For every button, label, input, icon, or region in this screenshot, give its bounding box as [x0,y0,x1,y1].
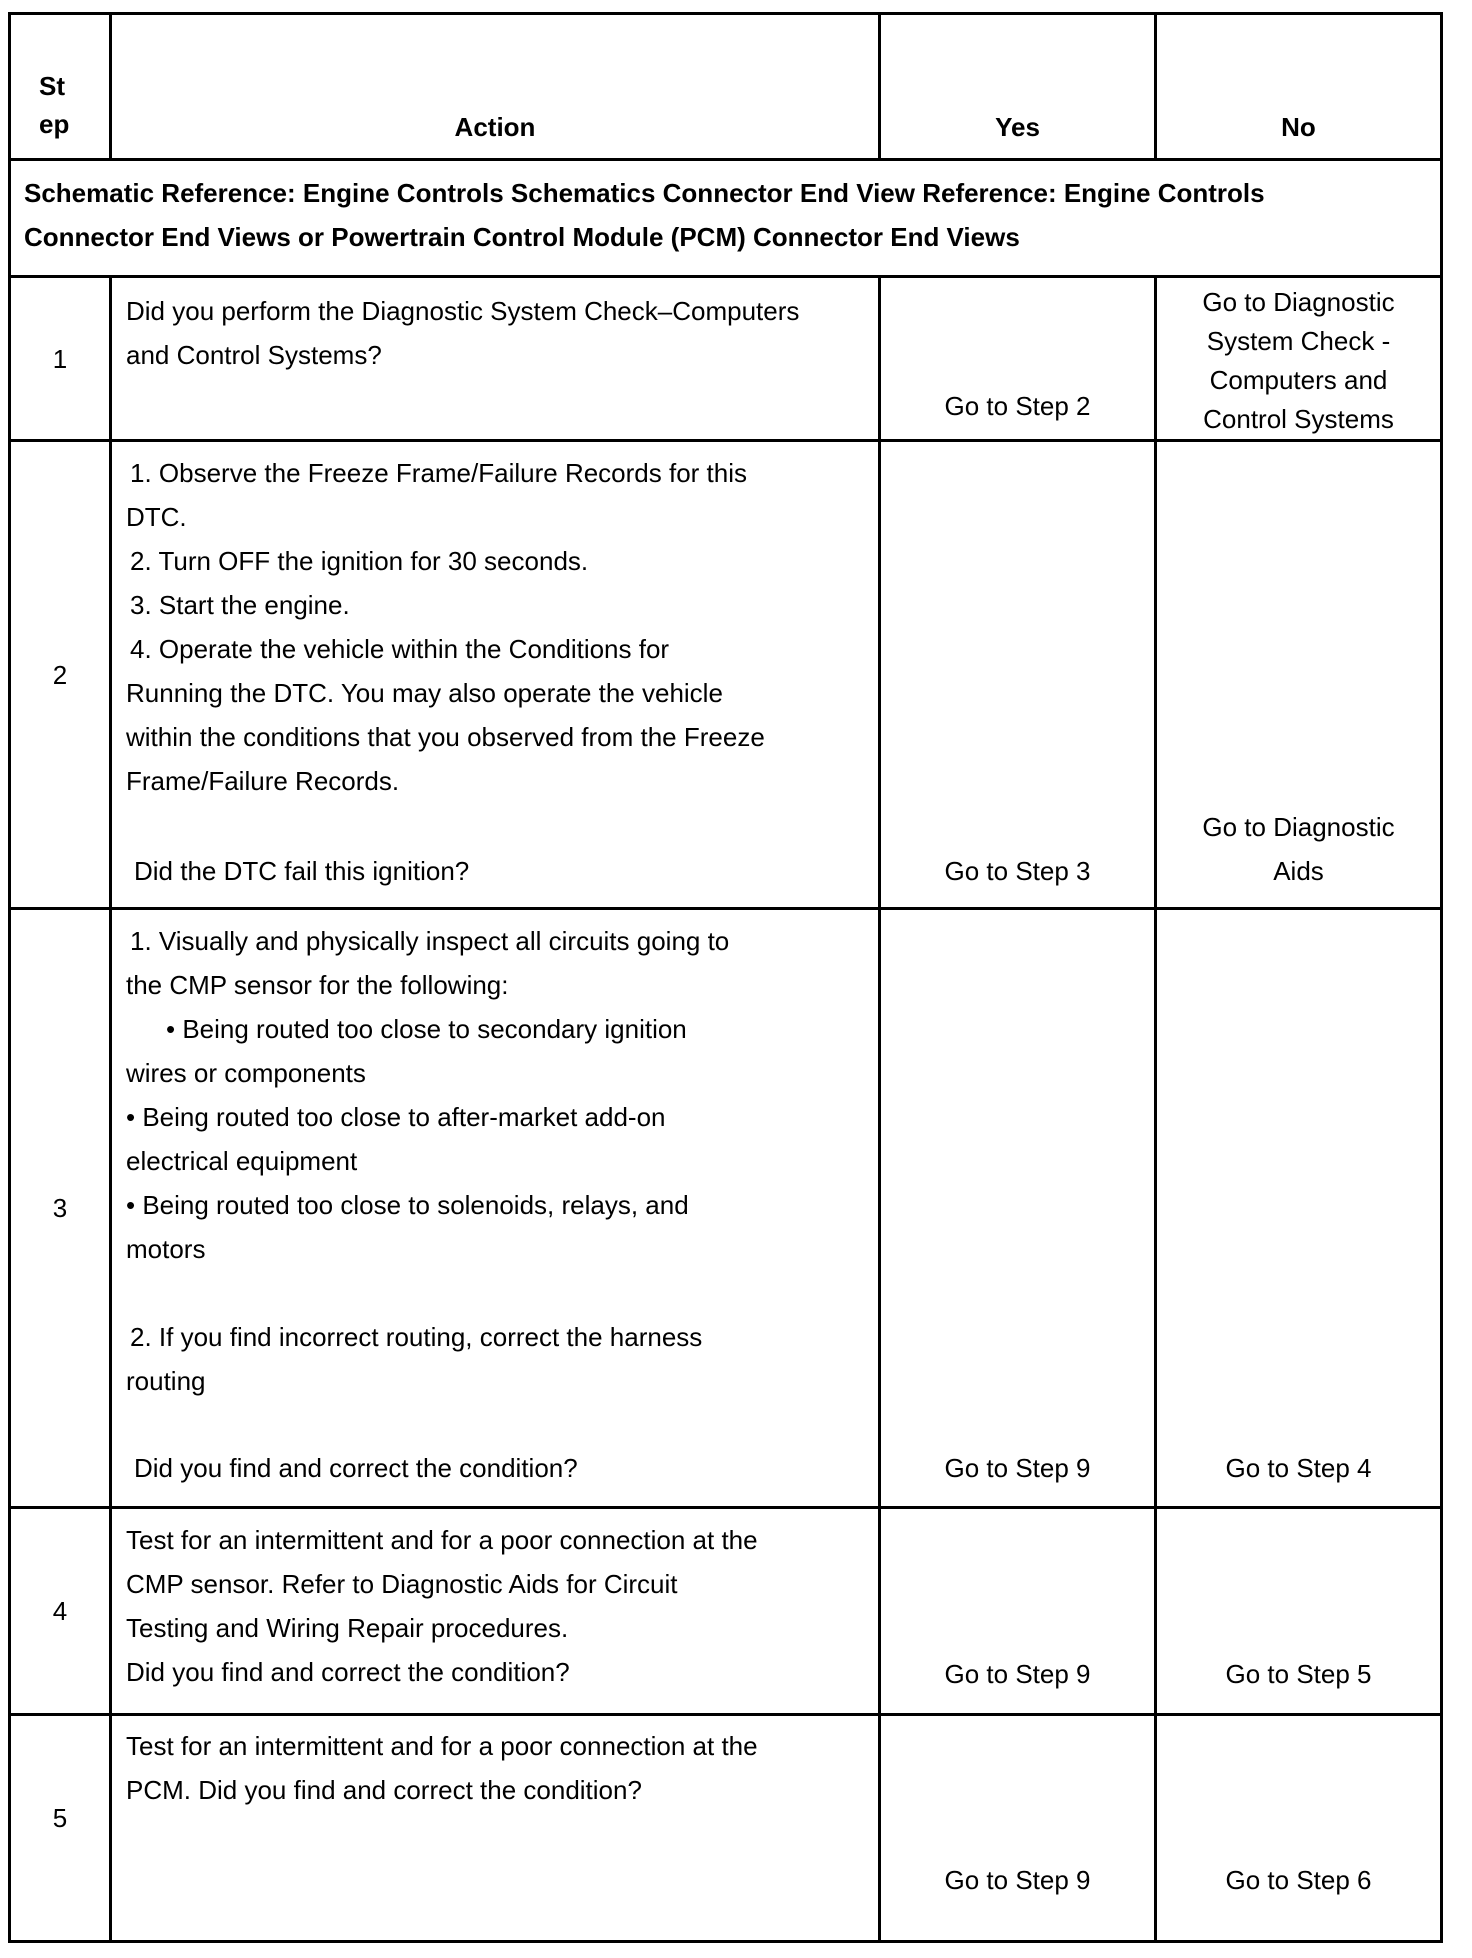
action-line: 4. Operate the vehicle within the Conditions for [130,634,670,664]
action-line: CMP sensor. Refer to Diagnostic Aids for Circuit [126,1569,678,1599]
step-no: Go to Step 6 [1225,1865,1372,1895]
row-divider [11,439,1440,442]
header-action: Action [454,112,536,142]
row-divider [11,275,1440,278]
action-line: within the conditions that you observed from the Freeze [126,722,765,752]
schematic-reference [24,171,1434,259]
action-line: Running the DTC. You may also operate the vehicle [126,678,723,708]
no-line: Aids [1273,856,1324,886]
header-yes: Yes [995,112,1040,142]
step-no [1157,283,1440,439]
step-yes: Go to Step 9 [944,1865,1091,1895]
step-no: Go to Step 4 [1225,1453,1372,1483]
action-line: • Being routed too close to after-market add-on [126,1102,666,1132]
action-line: 1. Observe the Freeze Frame/Failure Records for this [130,458,748,488]
step-no: Go to Step 5 [1225,1659,1372,1689]
action-line: Test for an intermittent and for a poor connection at the [126,1525,758,1555]
action-line: • Being routed too close to solenoids, relays, and [126,1190,689,1220]
row-divider [11,1713,1440,1716]
row-divider [11,907,1440,910]
action-line: motors [126,1234,206,1264]
no-line: Control Systems [1203,404,1394,434]
action-line: routing [126,1366,206,1396]
step-number: 1 [52,343,68,374]
step-no [1157,805,1440,893]
reference-line-1: Schematic Reference: Engine Controls Schematics Connector End View Reference: Engine Controls [24,178,1265,208]
no-line: System Check - [1206,326,1391,356]
step-action [126,451,866,803]
action-line: DTC. [126,502,187,532]
header-no: No [1281,112,1316,142]
step-number: 3 [52,1193,68,1223]
step-number: 5 [52,1803,68,1833]
action-line: • Being routed too close to secondary ignition [166,1014,687,1044]
step-yes: Go to Step 9 [944,1453,1091,1483]
step-action-part2 [126,1315,866,1403]
action-line: Did you perform the Diagnostic System Check–Computers [126,296,800,326]
step-action [126,289,866,377]
step-yes: Go to Step 2 [944,391,1091,421]
no-line: Go to Diagnostic [1202,287,1395,317]
action-line: Test for an intermittent and for a poor connection at the [126,1731,758,1761]
action-line: the CMP sensor for the following: [126,970,509,1000]
step-number: 2 [52,659,68,690]
action-line: Testing and Wiring Repair procedures. [126,1613,569,1643]
step-number: 4 [52,1596,68,1626]
action-line: and Control Systems? [126,340,382,370]
action-line: electrical equipment [126,1146,358,1176]
action-line: wires or components [126,1058,366,1088]
action-line: 1. Visually and physically inspect all circuits going to [130,926,730,956]
column-divider [109,275,112,1943]
action-line: Did you find and correct the condition? [126,1657,570,1687]
step-action [126,919,866,1271]
reference-line-2: Connector End Views or Powertrain Control Module (PCM) Connector End Views [24,222,1020,252]
step-yes: Go to Step 3 [944,856,1091,886]
action-line: 2. If you find incorrect routing, correct the harness [130,1322,703,1352]
header-step-line2: ep [39,109,70,139]
action-line: PCM. Did you find and correct the condition? [126,1775,642,1805]
action-line: 2. Turn OFF the ignition for 30 seconds. [130,546,589,576]
header-step [11,67,109,143]
action-line: 3. Start the engine. [130,590,350,620]
step-yes: Go to Step 9 [944,1659,1091,1689]
header-step-line1: St [39,71,65,101]
diagnostic-table [8,12,1443,1943]
step-action [126,1518,866,1694]
row-divider [11,158,1440,161]
no-line: Computers and [1209,365,1388,395]
row-divider [11,1506,1440,1509]
step-action [126,1724,866,1812]
step-question: Did the DTC fail this ignition? [134,856,470,886]
action-line: Frame/Failure Records. [126,766,400,796]
no-line: Go to Diagnostic [1202,812,1395,842]
step-question: Did you find and correct the condition? [134,1453,578,1483]
